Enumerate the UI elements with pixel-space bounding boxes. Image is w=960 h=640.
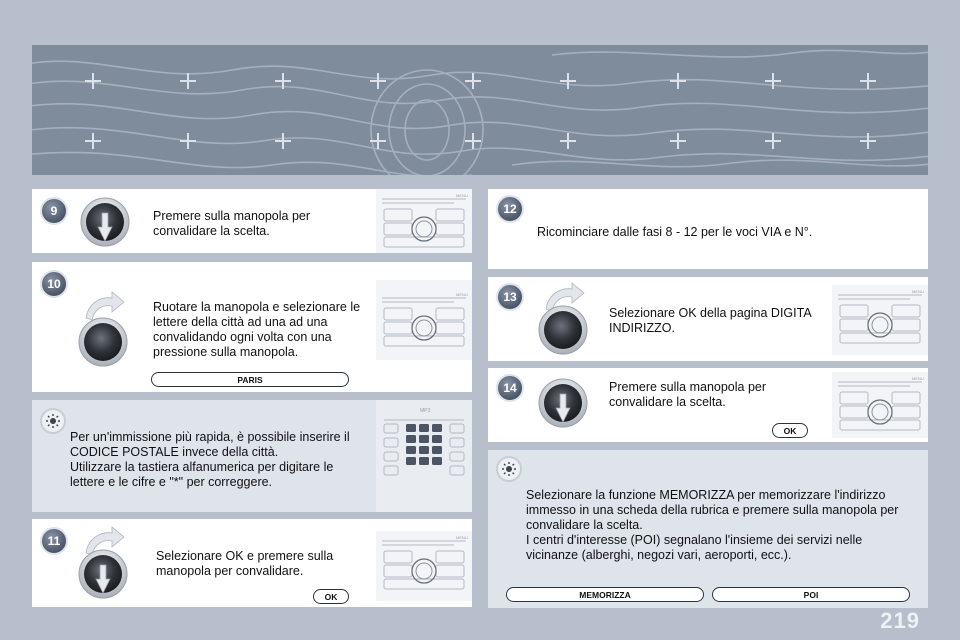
tip-panel-postcode: [32, 400, 472, 512]
step-number-badge: 12: [496, 195, 524, 223]
step-14-panel: [488, 368, 928, 442]
radio-console-icon: [376, 280, 472, 360]
step-text: Selezionare OK e premere sulla manopola per convalidare.: [156, 549, 334, 578]
tip-text: Per un'immissione più rapida, è possibile inserire il CODICE POSTALE invece della città. Utilizzare la tastiera alfanumerica per digitare le lettere e le cifre e "*" per correggere.: [70, 430, 350, 489]
step-12-panel: [488, 189, 928, 269]
knob-press-icon: [538, 378, 588, 428]
ok-button[interactable]: OK: [772, 423, 808, 438]
step-number-badge: 9: [40, 197, 68, 225]
knob-press-icon: [78, 549, 128, 599]
radio-console-icon: [832, 285, 928, 355]
console-label: MP3: [420, 408, 431, 414]
step-11-panel: [32, 519, 472, 607]
ok-button[interactable]: OK: [313, 589, 349, 604]
paris-option-pill[interactable]: PARIS: [151, 372, 349, 387]
radio-console-icon: [832, 372, 928, 438]
step-13-panel: [488, 277, 928, 361]
step-text: Ruotare la manopola e selezionare le lettere della città ad una ad una convalidando ogni volta con una pressione sulla manopola.: [153, 300, 361, 359]
lightbulb-icon: [40, 408, 66, 434]
tip-text: Selezionare la funzione MEMORIZZA per memorizzare l'indirizzo immesso in una scheda della rubrica e premere sulla manopola per convalidare la scelta. I centri d'interesse (POI) segnalano l'insieme dei servizi nelle vicinanze (alberghi, negozi vari, aeroporti, ecc.).: [526, 488, 899, 562]
header-banner: [32, 45, 928, 175]
knob-icon: [78, 317, 128, 367]
keypad-console-icon: [376, 400, 472, 512]
step-text: Selezionare OK della pagina DIGITA INDIRIZZO.: [609, 306, 811, 335]
step-number-badge: 13: [496, 283, 524, 311]
step-10-panel: [32, 262, 472, 392]
page-number: 219: [880, 608, 920, 633]
radio-console-icon: [376, 189, 472, 253]
step-number-badge: 11: [40, 527, 68, 555]
lightbulb-icon: [496, 456, 522, 482]
step-9-panel: [32, 189, 472, 253]
poi-button[interactable]: POI: [712, 587, 910, 602]
step-number-badge: 14: [496, 374, 524, 402]
tip-panel-memorizza: [488, 450, 928, 608]
step-text: Premere sulla manopola per convalidare la scelta.: [609, 380, 767, 409]
topographic-pattern-icon: [32, 45, 928, 175]
step-number-badge: 10: [40, 270, 68, 298]
radio-console-icon: [376, 531, 472, 601]
step-text: Premere sulla manopola per convalidare la scelta.: [153, 209, 311, 238]
knob-icon: [538, 305, 588, 355]
knob-press-icon: [80, 197, 130, 247]
memorizza-button[interactable]: MEMORIZZA: [506, 587, 704, 602]
step-text: Ricominciare dalle fasi 8 - 12 per le voci VIA e N°.: [537, 225, 813, 239]
